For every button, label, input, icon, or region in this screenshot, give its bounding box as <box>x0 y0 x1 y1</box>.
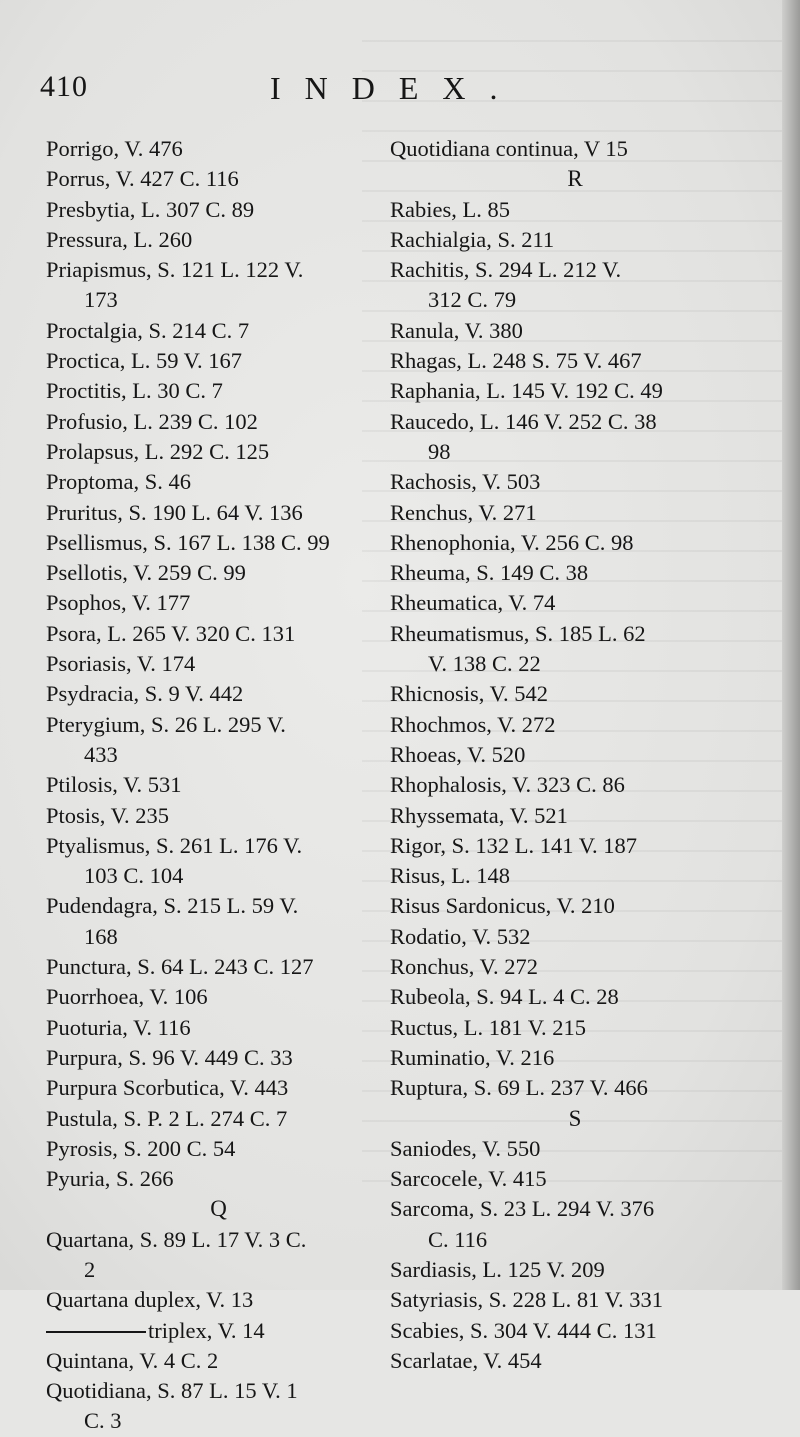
index-entry: Purpura, S. 96 V. 449 C. 33 <box>46 1044 293 1070</box>
index-entry: Rabies, L. 85 <box>390 196 510 222</box>
index-entry-continuation: 312 C. 79 <box>428 287 517 313</box>
index-entry: Rachialgia, S. 211 <box>390 226 555 252</box>
index-entry-continuation: 433 <box>84 741 118 767</box>
index-entry: Porrus, V. 427 C. 116 <box>46 166 239 192</box>
index-entry: Rhicnosis, V. 542 <box>390 681 548 707</box>
index-entry: Sarcoma, S. 23 L. 294 V. 376 <box>390 1196 655 1222</box>
index-entry: Psophos, V. 177 <box>46 590 191 616</box>
index-entry: Rhyssemata, V. 521 <box>390 802 568 828</box>
index-entry: Ptosis, V. 235 <box>46 802 169 828</box>
index-entry: Rubeola, S. 94 L. 4 C. 28 <box>390 984 619 1010</box>
index-entry: Ptilosis, V. 531 <box>46 772 182 798</box>
index-entry: Quotidiana continua, V 15 <box>390 136 628 161</box>
index-entry: Ranula, V. 380 <box>390 317 523 343</box>
page-number: 410 <box>40 70 88 103</box>
index-entry-continuation: 103 C. 104 <box>84 863 184 889</box>
index-entry: Pyuria, S. 266 <box>46 1166 174 1192</box>
index-entry: Rigor, S. 132 L. 141 V. 187 <box>390 832 638 858</box>
index-entry-text: triplex, V. 14 <box>148 1317 265 1343</box>
section-letter: R <box>567 166 583 192</box>
index-entry: Psoriasis, V. 174 <box>46 651 196 677</box>
index-entry: Psellotis, V. 259 C. 99 <box>46 560 246 586</box>
index-entry-continuation: C. 116 <box>428 1226 488 1252</box>
index-entry: Raphania, L. 145 V. 192 C. 49 <box>390 378 663 404</box>
index-entry: Prolapsus, L. 292 C. 125 <box>46 438 270 464</box>
index-entry: Pudendagra, S. 215 L. 59 V. <box>46 893 299 919</box>
index-entry: Scabies, S. 304 V. 444 C. 131 <box>390 1317 657 1343</box>
index-entry: Ptyalismus, S. 261 L. 176 V. <box>46 832 303 858</box>
index-entry-continuation: 173 <box>84 287 118 313</box>
index-entry: Quartana duplex, V. 13 <box>46 1287 254 1313</box>
section-letter: Q <box>210 1196 227 1222</box>
index-entry: Profusio, L. 239 C. 102 <box>46 408 258 434</box>
index-entry: Proctalgia, S. 214 C. 7 <box>46 317 250 343</box>
index-column-right <box>390 134 760 1376</box>
index-entry: Quintana, V. 4 C. 2 <box>46 1347 219 1373</box>
index-entry: Rhenophonia, V. 256 C. 98 <box>390 529 634 555</box>
index-entry: Rhochmos, V. 272 <box>390 711 556 737</box>
index-entry: Psydracia, S. 9 V. 442 <box>46 681 244 707</box>
index-entry: Rachosis, V. 503 <box>390 469 541 495</box>
index-entry-continuation: 98 <box>428 438 451 464</box>
index-entry: Proctica, L. 59 V. 167 <box>46 348 243 374</box>
index-entry: Quotidiana, S. 87 L. 15 V. 1 <box>46 1378 298 1404</box>
index-entry: Risus, L. 148 <box>390 863 511 889</box>
index-entry: Psora, L. 265 V. 320 C. 131 <box>46 620 296 646</box>
index-entry: Ronchus, V. 272 <box>390 954 538 980</box>
index-entry-continuation: V. 138 C. 22 <box>428 651 541 677</box>
index-entry: Rheumatica, V. 74 <box>390 590 556 616</box>
index-entry: Sarcocele, V. 415 <box>390 1166 547 1192</box>
index-entry: Sardiasis, L. 125 V. 209 <box>390 1256 605 1282</box>
index-entry: Pyrosis, S. 200 C. 54 <box>46 1135 236 1161</box>
index-entry: Presbytia, L. 307 C. 89 <box>46 196 255 222</box>
page-header <box>40 70 640 110</box>
index-entry: Proptoma, S. 46 <box>46 469 192 495</box>
index-entry: Purpura Scorbutica, V. 443 <box>46 1075 289 1101</box>
index-entry: Psellismus, S. 167 L. 138 C. 99 <box>46 529 330 555</box>
index-entry: Rachitis, S. 294 L. 212 V. <box>390 257 622 283</box>
index-entry: Rhophalosis, V. 323 C. 86 <box>390 772 625 798</box>
ditto-dash <box>46 1331 146 1333</box>
index-entry: Rheuma, S. 149 C. 38 <box>390 560 589 586</box>
index-entry: Rhagas, L. 248 S. 75 V. 467 <box>390 348 642 374</box>
index-entry: Scarlatae, V. 454 <box>390 1347 542 1373</box>
index-entry: Rhoeas, V. 520 <box>390 741 526 767</box>
index-entry: Rheumatismus, S. 185 L. 62 <box>390 620 646 646</box>
index-column-left <box>46 134 391 1437</box>
index-entry-continuation: 2 <box>84 1256 96 1282</box>
index-entry: Renchus, V. 271 <box>390 499 537 525</box>
index-entry: Porrigo, V. 476 <box>46 136 183 161</box>
index-entry: Pressura, L. 260 <box>46 226 193 252</box>
index-entry-continuation: C. 3 <box>84 1408 122 1434</box>
index-entry: Saniodes, V. 550 <box>390 1135 541 1161</box>
index-entry: Ructus, L. 181 V. 215 <box>390 1014 587 1040</box>
index-entry: Pustula, S. P. 2 L. 274 C. 7 <box>46 1105 288 1131</box>
index-entry: Rodatio, V. 532 <box>390 923 531 949</box>
index-entry: Proctitis, L. 30 C. 7 <box>46 378 223 404</box>
index-entry: Priapismus, S. 121 L. 122 V. <box>46 257 304 283</box>
index-entry: Pruritus, S. 190 L. 64 V. 136 <box>46 499 303 525</box>
index-entry: Satyriasis, S. 228 L. 81 V. 331 <box>390 1287 663 1313</box>
index-entry: Ruptura, S. 69 L. 237 V. 466 <box>390 1075 648 1101</box>
index-entry: Risus Sardonicus, V. 210 <box>390 893 615 919</box>
page-title: INDEX. <box>270 70 522 106</box>
index-entry: Punctura, S. 64 L. 243 C. 127 <box>46 954 314 980</box>
index-entry: Quartana, S. 89 L. 17 V. 3 C. <box>46 1226 307 1252</box>
index-entry: Puorrhoea, V. 106 <box>46 984 208 1010</box>
index-entry-ditto <box>46 1316 391 1346</box>
index-entry: Ruminatio, V. 216 <box>390 1044 555 1070</box>
index-entry: Pterygium, S. 26 L. 295 V. <box>46 711 286 737</box>
index-entry: Puoturia, V. 116 <box>46 1014 191 1040</box>
index-entry: Raucedo, L. 146 V. 252 C. 38 <box>390 408 657 434</box>
page-spine-shadow <box>782 0 800 1290</box>
section-letter: S <box>568 1105 582 1131</box>
index-entry-continuation: 168 <box>84 923 118 949</box>
